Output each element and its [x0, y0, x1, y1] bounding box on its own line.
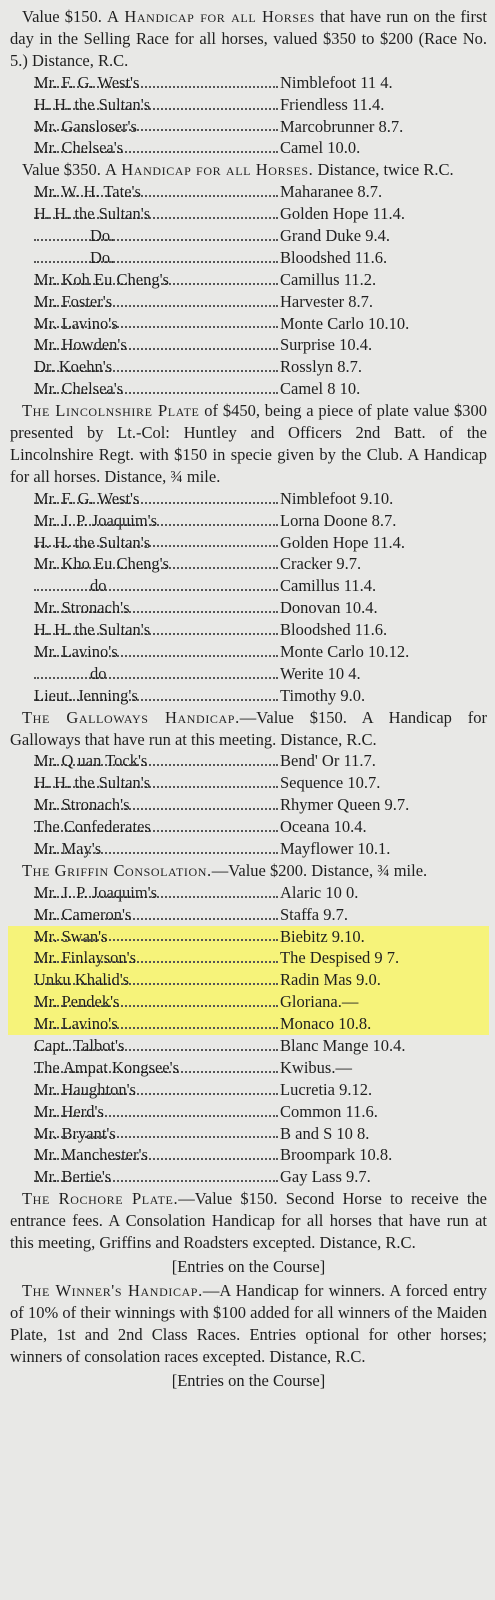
owner-name: Mr. Chelsea's: [10, 378, 280, 400]
highlighted-entries: [8, 926, 489, 1035]
horse-weight: Camel 8 10.: [280, 379, 361, 399]
race-text: Value $150.: [22, 7, 108, 26]
horse-weight: Golden Hope 11.4.: [280, 532, 405, 552]
horse-weight: B and S 10 8.: [280, 1123, 370, 1143]
horse-weight: Kwibus.—: [280, 1057, 352, 1077]
race-description: [10, 1280, 487, 1368]
race-text: —Value $150. Second Horse to receive the entrance fees. A Consolation Handicap for all horses that have run at this meeting, Griffins and Roadsters excepted. Distance, R.C.: [10, 1189, 487, 1253]
owner-name: Mr. Howden's: [10, 334, 280, 356]
owner-name: H. H. the Sultan's: [10, 532, 280, 554]
entry-row: [10, 532, 487, 554]
entry-row: [10, 991, 487, 1013]
entries-list: [10, 72, 487, 160]
owner-name: Mr. May's: [10, 838, 280, 860]
horse-weight: Staffa 9.7.: [280, 904, 348, 924]
entry-row: [10, 750, 487, 772]
owner-name: Mr. Haughton's: [10, 1079, 280, 1101]
owner-name: Mr. Swan's: [10, 926, 280, 948]
horse-weight: Donovan 10.4.: [280, 598, 378, 618]
entry-row: [10, 1035, 487, 1057]
horse-weight: Golden Hope 11.4.: [280, 204, 405, 224]
owner-name: Mr. Q uan Tock's: [10, 750, 280, 772]
entries-list: [10, 750, 487, 859]
entry-row: [10, 947, 487, 969]
entry-row: [10, 510, 487, 532]
horse-weight: Broompark 10.8.: [280, 1145, 393, 1165]
owner-name: Mr. Kho Eu Cheng's: [10, 553, 280, 575]
owner-name: Capt. Talbot's: [10, 1035, 280, 1057]
owner-name: Mr. Chelsea's: [10, 137, 280, 159]
horse-weight: Camel 10.0.: [280, 138, 361, 158]
race-description: [10, 860, 487, 882]
owner-name: Do.: [10, 225, 280, 247]
owner-name: Mr. Lavino's: [10, 1013, 280, 1035]
entry-row: [10, 203, 487, 225]
owner-name: Mr. Bertie's: [10, 1166, 280, 1188]
horse-weight: Nimblefoot 9.10.: [280, 488, 394, 508]
entry-row: [10, 356, 487, 378]
entries-list: [10, 882, 487, 1188]
entry-row: [10, 1166, 487, 1188]
horse-weight: Marcobrunner 8.7.: [280, 116, 404, 136]
race-title: The Winner's Handicap.: [22, 1280, 203, 1300]
entry-row: [10, 685, 487, 707]
race-title: The Griffin Consolation.: [22, 860, 212, 880]
entry-row: [10, 291, 487, 313]
race-description: [10, 1188, 487, 1254]
entry-row: [10, 553, 487, 575]
entry-row: [10, 313, 487, 335]
entry-row: [10, 334, 487, 356]
horse-weight: Monaco 10.8.: [280, 1014, 372, 1034]
race-text: Value $350.: [22, 160, 105, 180]
entry-row: [10, 816, 487, 838]
entries-list: [10, 181, 487, 400]
owner-name: Mr. Stronach's: [10, 597, 280, 619]
race-text: —Value $200. Distance, ¾ mile.: [211, 860, 428, 880]
entry-row: [10, 575, 487, 597]
race-text: —Value $150. A Handicap for Galloways that have run at this meeting. Distance, R.C.: [10, 707, 488, 749]
horse-weight: Monte Carlo 10.12.: [280, 641, 410, 661]
horse-weight: Grand Duke 9.4.: [280, 225, 390, 245]
entry-row: [10, 772, 487, 794]
owner-name: Dr. Koehn's: [10, 356, 280, 378]
horse-weight: Bloodshed 11.6.: [280, 620, 388, 640]
entry-row: [10, 378, 487, 400]
horse-weight: Common 11.6.: [280, 1101, 378, 1121]
horse-weight: Camillus 11.2.: [280, 269, 377, 289]
race-description: [10, 6, 487, 72]
owner-name: The Confederates: [10, 816, 280, 838]
race-text: of $450, being a piece of plate value $300 presented by Lt.-Col: Huntley and Officers 2nd Batt. of the Lincolnshire Regt. with $150 in specie given by the Club. A Handicap for all horses. Distance, ¾ mile.: [10, 401, 487, 486]
horse-weight: Bloodshed 11.6.: [280, 247, 388, 267]
owner-name: Mr. J. P. Joaquim's: [10, 510, 280, 532]
owner-name: do: [10, 575, 280, 597]
horse-weight: Mayflower 10.1.: [280, 839, 391, 858]
entry-row: [10, 597, 487, 619]
horse-weight: Bend' Or 11.7.: [280, 751, 376, 771]
owner-name: Mr. Cameron's: [10, 904, 280, 926]
entry-row: [10, 641, 487, 663]
owner-name: Mr. Koh Eu Cheng's: [10, 269, 280, 291]
horse-weight: Rhymer Queen 9.7.: [280, 795, 410, 815]
horse-weight: Maharanee 8.7.: [280, 182, 383, 202]
horse-weight: Oceana 10.4.: [280, 817, 367, 837]
owner-name: Unku Khalid's: [10, 969, 280, 991]
horse-weight: The Despised 9 7.: [280, 948, 400, 968]
owner-name: Mr. Manchester's: [10, 1144, 280, 1166]
entries-note: [Entries on the Course]: [171, 1256, 326, 1276]
owner-name: Mr. F. G. West's: [10, 488, 280, 510]
entries-note: [Entries on the Course]: [171, 1370, 326, 1390]
entry-row: [10, 663, 487, 685]
race-description: [10, 400, 487, 488]
entry-row: [10, 137, 487, 159]
entry-row: [10, 1144, 487, 1166]
entry-row: [10, 1079, 487, 1101]
entry-row: [10, 1013, 487, 1035]
entry-row: [10, 94, 487, 116]
horse-weight: Radin Mas 9.0.: [280, 970, 381, 990]
owner-name: Mr. F. G. West's: [10, 72, 280, 94]
race-text: Distance, twice R.C.: [313, 160, 454, 180]
race-description: [10, 707, 487, 751]
horse-weight: Rosslyn 8.7.: [280, 357, 363, 377]
owner-name: H. H. the Sultan's: [10, 619, 280, 641]
horse-weight: Nimblefoot 11 4.: [280, 72, 393, 92]
horse-weight: Friendless 11.4.: [280, 94, 385, 114]
race-text: —A Handicap for winners. A forced entry of 10% of their winnings with $100 added for all winners of the Maiden Plate, 1st and 2nd Class Races. Entries optional for other horses; winners of consolation races excepted. Distance, R.C.: [10, 1280, 487, 1366]
owner-name: The Ampat Kongsee's: [10, 1057, 280, 1079]
owner-name: Mr. W. H. Tate's: [10, 181, 280, 203]
horse-weight: Sequence 10.7.: [280, 773, 381, 793]
entry-row: [10, 904, 487, 926]
horse-weight: Harvester 8.7.: [280, 291, 374, 311]
owner-name: H. H. the Sultan's: [10, 94, 280, 116]
owner-name: Mr. Gansloser's: [10, 116, 280, 138]
entry-row: [10, 1057, 487, 1079]
entry-row: [10, 969, 487, 991]
entry-row: [10, 838, 487, 860]
owner-name: Mr. Pendek's: [10, 991, 280, 1013]
horse-weight: Gay Lass 9.7.: [280, 1167, 371, 1187]
race-title: The Galloways Handicap.: [22, 707, 240, 727]
owner-name: Do.: [10, 247, 280, 269]
owner-name: H. H. the Sultan's: [10, 203, 280, 225]
owner-name: Mr. Bryant's: [10, 1123, 280, 1145]
horse-weight: Blanc Mange 10.4.: [280, 1036, 406, 1056]
owner-name: Mr. J. P. Joaquim's: [10, 882, 280, 904]
race-title: The Lincolnshire Plate: [22, 401, 200, 421]
entry-row: [10, 882, 487, 904]
horse-weight: Monte Carlo 10.10.: [280, 313, 410, 333]
entry-row: [10, 926, 487, 948]
race-title: A Handicap for all Horses.: [104, 160, 314, 180]
horse-weight: Timothy 9.0.: [280, 685, 366, 705]
entries-list: [10, 488, 487, 707]
owner-name: Mr. Lavino's: [10, 641, 280, 663]
horse-weight: Lucretia 9.12.: [280, 1079, 373, 1099]
owner-name: do: [10, 663, 280, 685]
horse-weight: Surprise 10.4.: [280, 335, 373, 355]
owner-name: Mr. Stronach's: [10, 794, 280, 816]
race-text: that have run on the first day in the Selling Race for all horses, valued $350 to $200 (Race No. 5.) Distance, R.C.: [10, 7, 487, 70]
race-title: A Handicap for all Horses: [107, 7, 315, 26]
horse-weight: Biebitz 9.10.: [280, 926, 365, 946]
horse-weight: Alaric 10 0.: [280, 882, 359, 902]
entry-row: [10, 116, 487, 138]
horse-weight: Gloriana.—: [280, 992, 359, 1012]
owner-name: Mr. Herd's: [10, 1101, 280, 1123]
owner-name: H. H. the Sultan's: [10, 772, 280, 794]
horse-weight: Lorna Doone 8.7.: [280, 510, 397, 530]
entry-row: [10, 794, 487, 816]
horse-weight: Werite 10 4.: [280, 663, 361, 683]
entry-row: [10, 72, 487, 94]
owner-name: Mr. Foster's: [10, 291, 280, 313]
horse-weight: Cracker 9.7.: [280, 554, 362, 574]
entry-row: [10, 619, 487, 641]
entry-row: [10, 247, 487, 269]
entry-row: [10, 225, 487, 247]
race-description: [10, 159, 487, 181]
entry-row: [10, 1123, 487, 1145]
race-title: The Rochore Plate.: [22, 1189, 179, 1209]
entry-row: [10, 488, 487, 510]
owner-name: Mr. Finlayson's: [10, 947, 280, 969]
horse-weight: Camillus 11.4.: [280, 576, 377, 596]
entry-row: [10, 269, 487, 291]
owner-name: Mr. Lavino's: [10, 313, 280, 335]
entry-row: [10, 181, 487, 203]
owner-name: Lieut. Jenning's: [10, 685, 280, 707]
entry-row: [10, 1101, 487, 1123]
